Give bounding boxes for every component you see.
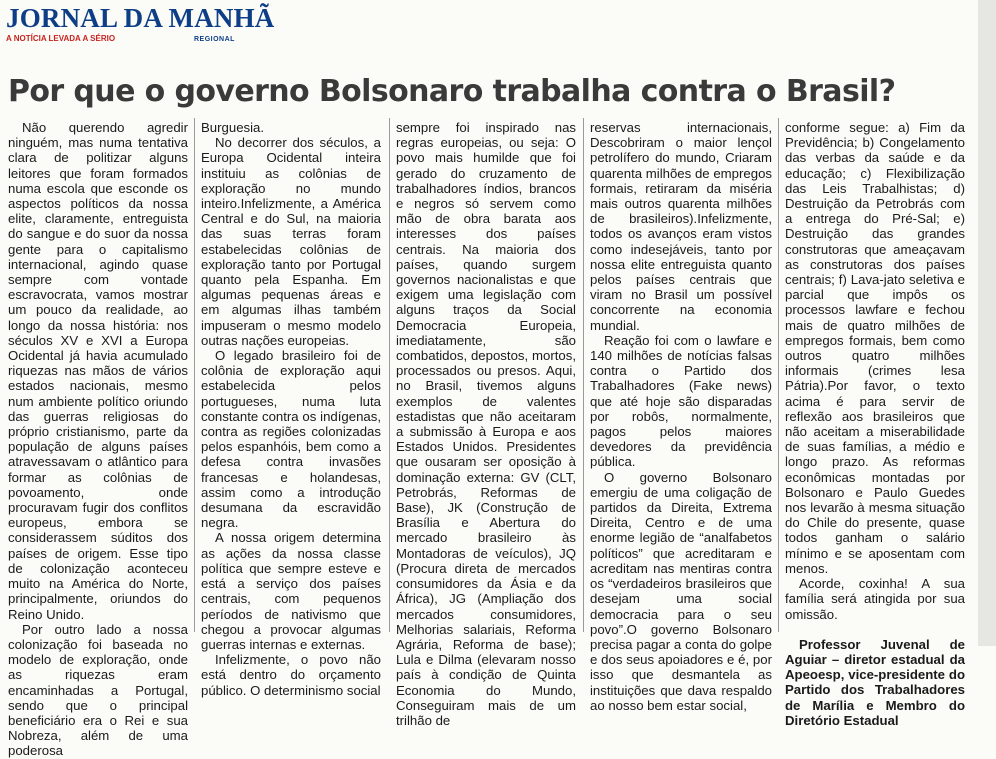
article-column-4 — [590, 120, 772, 713]
page-edge — [978, 0, 996, 646]
paragraph: No decorrer dos séculos, a Europa Ocidental inteira instituiu as colônias de exploração no mundo inteiro.Infelizmente, a América Central e do Sul, na maioria das suas terras foram estabelecidas colônias de exploração tanto por Portugal quanto pela Espanha. Em algumas pequenas áreas e em algumas ilhas também impuseram o mesmo modelo outras nações europeias. — [201, 135, 381, 348]
paragraph-continuation: reservas internacionais, Descobriram o maior lençol petrolífero do mundo, Criaram quarenta milhões de empregos formais, retiraram da miséria mais outros quarenta milhões de brasileiros).Infelizmente, todos os avanços eram vistos como indesejáveis, tanto por nossa elite entreguista quanto pelos países centrais que viram no Brasil um possível concorrente na economia mundial. — [590, 120, 772, 333]
paragraph-continuation: conforme segue: a) Fim da Previdência; b) Congelamento das verbas da saúde e da educação; c) Flexibilização das Leis Trabalhistas; d) Destruição da Petrobrás com a entrega do Pré-Sal; e) Destruição das grandes construtoras que ameaçavam as construtoras dos países centrais; f) Lava-jato seletiva e parcial que impôs os processos lawfare e fechou mais de quatro milhões de empregos formais, bem como outros quatro milhões informais (crimes lesa Pátria).Por favor, o texto acima é para servir de reflexão aos brasileiros que não aceitam a miserabilidade de suas famílias, a médio e longo prazo. As reformas econômicas montadas por Bolsonaro e Paulo Guedes nos levarão à mesma situação do Chile do presente, quase todos ganham o salário mínimo e se aposentam com menos. — [785, 120, 965, 576]
paragraph: A nossa origem determina as ações da nossa classe política que sempre esteve e está a serviço dos países centrais, com pequenos períodos de nativismo que chegou a provocar algumas guerras internas e externas. — [201, 530, 381, 652]
paragraph: Reação foi com o lawfare e 140 milhões de notícias falsas contra o Partido dos Trabalhadores (Fake news) que até hoje são disparadas por robôs, normalmente, pagos pelos maiores devedores da previdência pública. — [590, 332, 772, 470]
article-column-5 — [785, 120, 965, 728]
paragraph-continuation: Burguesia. — [201, 120, 265, 135]
article-headline: Por que o governo Bolsonaro trabalha contra o Brasil? — [8, 74, 896, 109]
article-column-3 — [396, 120, 576, 728]
article-column-1 — [8, 120, 188, 759]
column-divider — [389, 118, 390, 632]
paragraph: O legado brasileiro foi de colônia de exploração aqui estabelecida pelos portugueses, numa luta constante contra os indígenas, contra as regiões colonizadas pelos espanhóis, bem como a defesa contra invasões francesas e holandesas, assim como a introdução desumana da escravidão negra. — [201, 348, 381, 531]
paragraph: Infelizmente, o povo não está dentro do orçamento público. O determinismo social — [201, 652, 381, 698]
author-signature: Professor Juvenal de Aguiar – diretor estadual da Apeoesp, vice-presidente do Partido dos Trabalhadores de Marília e Membro do Diretório Estadual — [785, 636, 965, 728]
newspaper-region: REGIONAL — [194, 36, 235, 43]
article-column-2 — [201, 120, 381, 698]
column-divider — [583, 118, 584, 632]
newspaper-name: JORNAL DA MANHÃ — [6, 3, 275, 33]
paragraph: Não querendo agredir ninguém, mas numa tentativa clara de politizar alguns leitores que foram formados numa escola que esconde os aspectos políticos da nossa elite, claramente, entreguista do sangue e do suor da nossa gente para o capitalismo internacional, agindo quase sempre com vontade escravocrata, vamos mostrar um pouco da realidade, ao longo da nossa história: nos séculos XV e XVI a Europa Ocidental já havia acumulado riquezas nas mãos de vários estados nacionais, mesmo num ambiente político oriundo das guerras religiosas do próprio cristianismo, parte da população de alguns países atravessavam o atlântico para formar as colônias de povoamento, onde procuravam fugir dos conflitos europeus, embora se considerassem súditos dos países de origem. Esse tipo de colonização aconteceu muito na América do Norte, principalmente, oriundos do Reino Unido. — [8, 120, 188, 622]
paragraph-continuation: sempre foi inspirado nas regras europeias, ou seja: O povo mais humilde que foi gerado do cruzamento de trabalhadores índios, brancos e negros só servem como mão de obra barata aos interesses dos países centrais. Na maioria dos países, quando surgem governos nacionalistas e que exigem uma legislação com alguns traços da Social Democracia Europeia, imediatamente, são combatidos, depostos, mortos, processados ou presos. Aqui, no Brasil, tivemos alguns exemplos de valentes estadistas que não aceitaram a submissão à Europa e aos Estados Unidos. Presidentes que ousaram ser oposição à dominação externa: GV (CLT, Petrobrás, Reformas de Base), JK (Construção de Brasília e Abertura do mercado brasileiro às Montadoras de veículos), JQ (Procura direta de mercados consumidores da Ásia e da África), JG (Ampliação dos mercados consumidores, Melhorias salariais, Reforma Agrária, Reforma de base); Lula e Dilma (elevaram nosso país à condição de Quinta Economia do Mundo, Conseguiram mais de um trilhão de — [396, 120, 576, 728]
column-divider — [778, 118, 779, 632]
masthead — [6, 3, 275, 48]
paragraph: Por outro lado a nossa colonização foi baseada no modelo de exploração, onde as riquezas eram encaminhadas a Portugal, sendo que o principal beneficiário era o Rei e sua Nobreza, além de uma poderosa — [8, 621, 188, 759]
paragraph: O governo Bolsonaro emergiu de uma coligação de partidos da Direita, Extrema Direita, Centro e de uma enorme legião de “analfabetos políticos” que acreditaram e acreditam nas mentiras contra os “verdadeiros brasileiros que desejam uma social democracia para o seu povo”.O governo Bolsonaro precisa pagar a conta do golpe e dos seus apoiadores e é, por isso que desmantela as instituições que dava respaldo ao nosso bem estar social, — [590, 469, 772, 713]
column-divider — [194, 118, 195, 632]
paragraph: Acorde, coxinha! A sua família será atingida por sua omissão. — [785, 576, 965, 622]
newspaper-tagline: A NOTÍCIA LEVADA A SÉRIO — [6, 34, 116, 43]
